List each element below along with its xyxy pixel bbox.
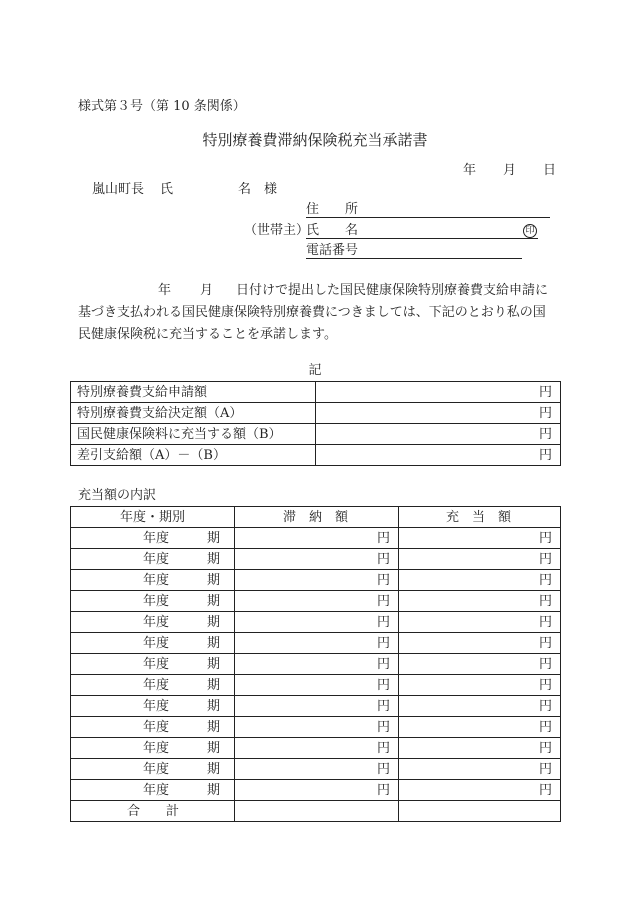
- period-cell[interactable]: [71, 612, 235, 633]
- date-month: 月: [503, 163, 517, 178]
- breakdown-row: [71, 717, 561, 738]
- name-line[interactable]: [306, 224, 538, 239]
- term-label: 期: [206, 530, 220, 546]
- breakdown-row: [71, 528, 561, 549]
- applied-amount-field[interactable]: 円: [399, 759, 561, 780]
- term-label: 期: [206, 551, 220, 567]
- breakdown-caption: 充当額の内訳: [78, 488, 157, 503]
- addressee-prefix: 嵐山町長: [92, 182, 145, 197]
- period-cell[interactable]: [71, 528, 235, 549]
- fiscal-year-label: 年度: [143, 782, 170, 798]
- period-cell[interactable]: [71, 759, 235, 780]
- householder-label: （世帯主）: [244, 223, 310, 238]
- applied-amount-field[interactable]: 円: [399, 738, 561, 759]
- body-line-3: 民健康保険税に充当することを承諾します。: [78, 327, 337, 342]
- total-arrears-field[interactable]: [235, 801, 399, 822]
- applied-amount-field[interactable]: 円: [399, 549, 561, 570]
- seal-icon: 印: [523, 224, 537, 238]
- address-line[interactable]: [306, 203, 550, 218]
- breakdown-row: [71, 759, 561, 780]
- arrears-amount-field[interactable]: 円: [235, 612, 399, 633]
- body-line-2: 基づき支払われる国民健康保険特別療養費につきましては、下記のとおり私の国: [78, 305, 546, 320]
- summary-amount-field[interactable]: 円: [316, 382, 561, 403]
- applied-amount-field[interactable]: 円: [399, 570, 561, 591]
- period-cell[interactable]: [71, 654, 235, 675]
- applied-amount-field[interactable]: 円: [399, 717, 561, 738]
- breakdown-row: [71, 780, 561, 801]
- term-label: 期: [206, 698, 220, 714]
- address-label: 住 所: [306, 202, 359, 217]
- applied-amount-field[interactable]: 円: [399, 612, 561, 633]
- breakdown-table: [70, 506, 561, 822]
- header-applied: 充 当 額: [399, 507, 561, 528]
- header-arrears: 滞 納 額: [235, 507, 399, 528]
- arrears-amount-field[interactable]: 円: [235, 759, 399, 780]
- term-label: 期: [206, 635, 220, 651]
- summary-label: 国民健康保険料に充当する額（B）: [71, 424, 316, 445]
- fiscal-year-label: 年度: [143, 698, 170, 714]
- date-day: 日: [543, 163, 557, 178]
- applied-amount-field[interactable]: 円: [399, 591, 561, 612]
- arrears-amount-field[interactable]: 円: [235, 738, 399, 759]
- phone-line[interactable]: [306, 244, 522, 259]
- summary-row: [71, 382, 561, 403]
- arrears-amount-field[interactable]: 円: [235, 591, 399, 612]
- total-label: 合 計: [71, 801, 235, 822]
- summary-amount-field[interactable]: 円: [316, 445, 561, 466]
- term-label: 期: [206, 593, 220, 609]
- addressee-honorific: 氏: [160, 182, 174, 197]
- form-number: 様式第３号（第 10 条関係）: [78, 99, 246, 114]
- arrears-amount-field[interactable]: 円: [235, 528, 399, 549]
- header-period: 年度・期別: [71, 507, 235, 528]
- summary-amount-field[interactable]: 円: [316, 424, 561, 445]
- breakdown-header-row: [71, 507, 561, 528]
- addressee-suffix: 名 様: [238, 182, 278, 197]
- breakdown-row: [71, 738, 561, 759]
- arrears-amount-field[interactable]: 円: [235, 570, 399, 591]
- ki-heading: 記: [308, 363, 322, 378]
- period-cell[interactable]: [71, 570, 235, 591]
- period-cell[interactable]: [71, 675, 235, 696]
- arrears-amount-field[interactable]: 円: [235, 633, 399, 654]
- body-paragraph: [78, 280, 564, 346]
- arrears-amount-field[interactable]: 円: [235, 675, 399, 696]
- applied-amount-field[interactable]: 円: [399, 633, 561, 654]
- fiscal-year-label: 年度: [143, 656, 170, 672]
- breakdown-row: [71, 570, 561, 591]
- body-month: 月: [200, 283, 214, 298]
- name-label: 氏 名: [306, 223, 359, 238]
- breakdown-row: [71, 612, 561, 633]
- breakdown-row: [71, 654, 561, 675]
- arrears-amount-field[interactable]: 円: [235, 696, 399, 717]
- summary-label: 特別療養費支給申請額: [71, 382, 316, 403]
- fiscal-year-label: 年度: [143, 614, 170, 630]
- arrears-amount-field[interactable]: 円: [235, 717, 399, 738]
- fiscal-year-label: 年度: [143, 719, 170, 735]
- summary-label: 特別療養費支給決定額（A）: [71, 403, 316, 424]
- body-year: 年: [158, 283, 172, 298]
- term-label: 期: [206, 656, 220, 672]
- summary-row: [71, 445, 561, 466]
- fiscal-year-label: 年度: [143, 593, 170, 609]
- breakdown-row: [71, 549, 561, 570]
- summary-amount-field[interactable]: 円: [316, 403, 561, 424]
- summary-row: [71, 424, 561, 445]
- applied-amount-field[interactable]: 円: [399, 696, 561, 717]
- term-label: 期: [206, 782, 220, 798]
- phone-label: 電話番号: [306, 243, 359, 258]
- applied-amount-field[interactable]: 円: [399, 780, 561, 801]
- applied-amount-field[interactable]: 円: [399, 528, 561, 549]
- arrears-amount-field[interactable]: 円: [235, 549, 399, 570]
- summary-table: [70, 381, 561, 466]
- applied-amount-field[interactable]: 円: [399, 675, 561, 696]
- term-label: 期: [206, 614, 220, 630]
- period-cell[interactable]: [71, 780, 235, 801]
- breakdown-row: [71, 696, 561, 717]
- summary-label: 差引支給額（A）－（B）: [71, 445, 316, 466]
- period-cell[interactable]: [71, 591, 235, 612]
- term-label: 期: [206, 719, 220, 735]
- fiscal-year-label: 年度: [143, 635, 170, 651]
- fiscal-year-label: 年度: [143, 677, 170, 693]
- period-cell[interactable]: [71, 549, 235, 570]
- fiscal-year-label: 年度: [143, 740, 170, 756]
- fiscal-year-label: 年度: [143, 530, 170, 546]
- period-cell[interactable]: [71, 633, 235, 654]
- breakdown-row: [71, 591, 561, 612]
- fiscal-year-label: 年度: [143, 551, 170, 567]
- summary-row: [71, 403, 561, 424]
- term-label: 期: [206, 740, 220, 756]
- period-cell[interactable]: [71, 738, 235, 759]
- total-applied-field[interactable]: [399, 801, 561, 822]
- applied-amount-field[interactable]: 円: [399, 654, 561, 675]
- fiscal-year-label: 年度: [143, 761, 170, 777]
- date-year: 年: [463, 163, 477, 178]
- breakdown-row: [71, 633, 561, 654]
- fiscal-year-label: 年度: [143, 572, 170, 588]
- seal-mark: [523, 223, 537, 238]
- period-cell[interactable]: [71, 696, 235, 717]
- arrears-amount-field[interactable]: 円: [235, 780, 399, 801]
- body-line-1: [78, 280, 564, 302]
- body-day-text: 日付けで提出した国民健康保険特別療養費支給申請に: [236, 283, 549, 298]
- term-label: 期: [206, 761, 220, 777]
- period-cell[interactable]: [71, 717, 235, 738]
- document-title: 特別療養費滞納保険税充当承諾書: [202, 131, 428, 149]
- term-label: 期: [206, 572, 220, 588]
- term-label: 期: [206, 677, 220, 693]
- total-row: [71, 801, 561, 822]
- breakdown-row: [71, 675, 561, 696]
- arrears-amount-field[interactable]: 円: [235, 654, 399, 675]
